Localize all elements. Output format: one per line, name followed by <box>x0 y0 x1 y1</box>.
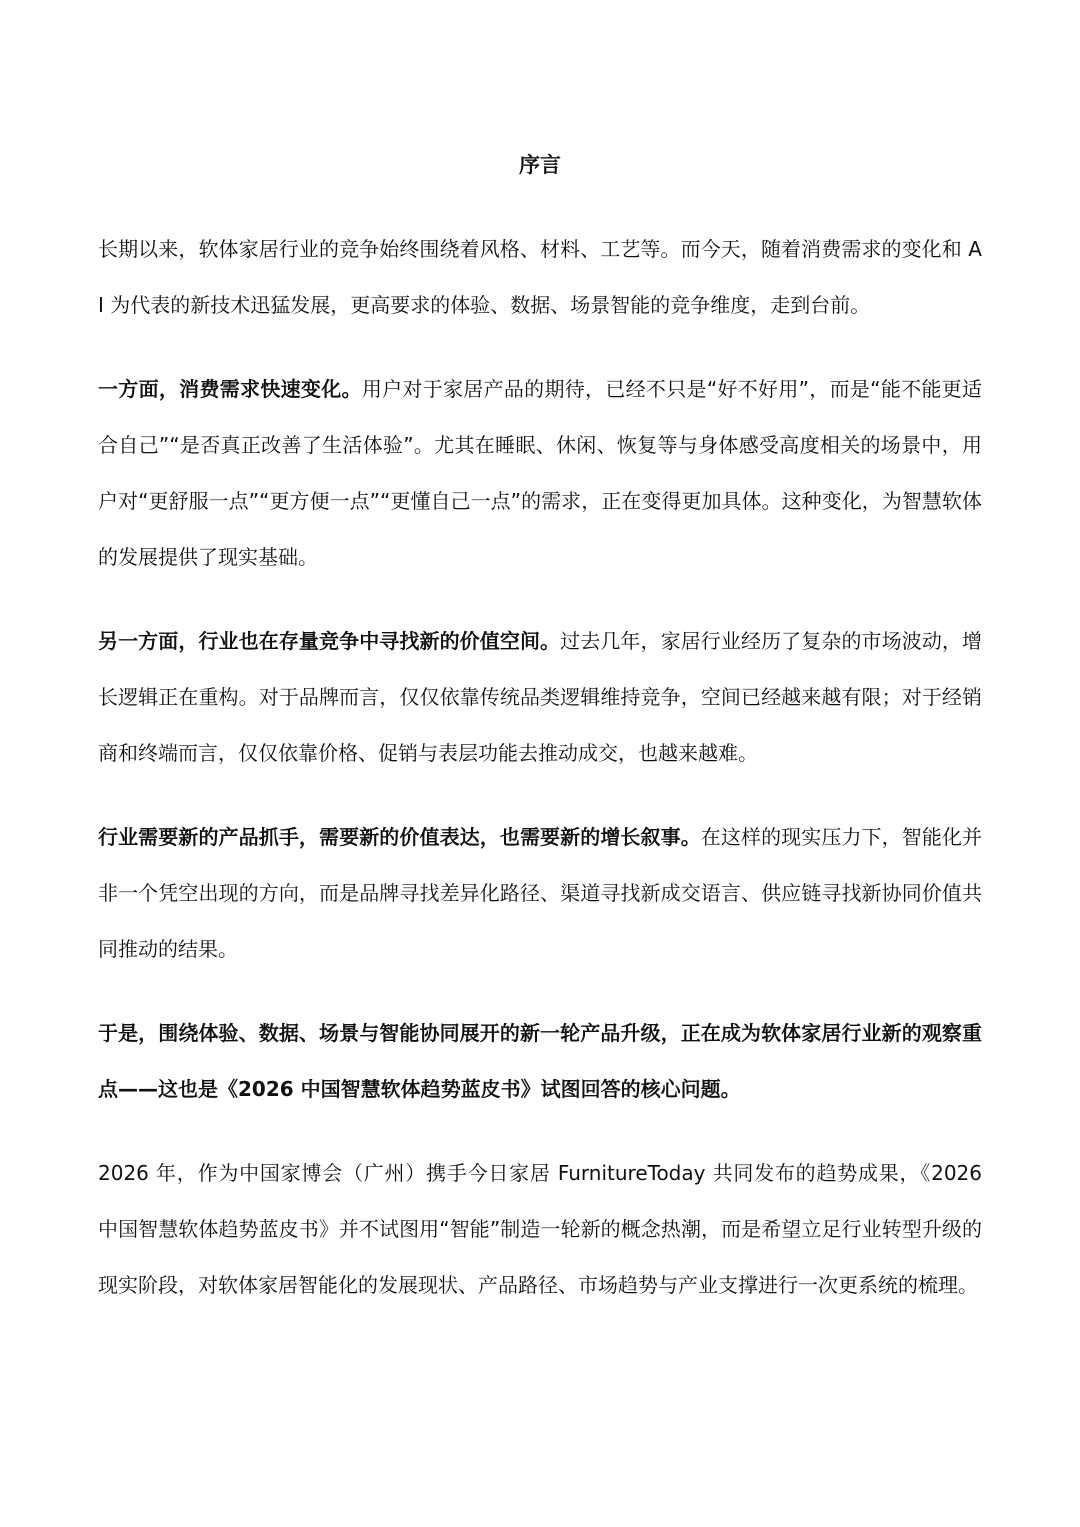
paragraph-lead: 一方面，消费需求快速变化。 <box>98 377 362 401</box>
paragraph-publication <box>98 1145 982 1313</box>
paragraph-lead: 另一方面，行业也在存量竞争中寻找新的价值空间。 <box>98 629 561 653</box>
paragraph-text: 2026 年，作为中国家博会（广州）携手今日家居 FurnitureToday 共同发布的趋势成果，《2026 中国智慧软体趋势蓝皮书》并不试图用“智能”制造一轮新的概念热潮，而是希望立足行业转型升级的现实阶段，对软体家居智能化的发展现状、产品路径、市场趋势与产业支撑进行一次更系统的梳理。 <box>98 1161 982 1297</box>
paragraph-text: 长期以来，软体家居行业的竞争始终围绕着风格、材料、工艺等。而今天，随着消费需求的变化和 AI 为代表的新技术迅猛发展，更高要求的体验、数据、场景智能的竞争维度，走到台前。 <box>98 237 982 317</box>
paragraph-text: 在这样的现实压力下，智能化并非一个凭空出现的方向，而是品牌寻找差异化路径、渠道寻找新成交语言、供应链寻找新协同价值共同推动的结果。 <box>98 825 983 961</box>
paragraph-industry-value <box>98 613 982 781</box>
paragraph-new-growth <box>98 809 982 977</box>
paragraph-text: 用户对于家居产品的期待，已经不只是“好不好用”，而是“能不能更适合自己”“是否真正改善了生活体验”。尤其在睡眠、休闲、恢复等与身体感受高度相关的场景中，用户对“更舒服一点”“更方便一点”“更懂自己一点”的需求，正在变得更加具体。这种变化，为智慧软体的发展提供了现实基础。 <box>98 377 983 569</box>
paragraph-lead: 行业需要新的产品抓手，需要新的价值表达，也需要新的增长叙事。 <box>98 825 701 849</box>
page-title: 序言 <box>519 153 561 177</box>
paragraph-lead: 于是，围绕体验、数据、场景与智能协同展开的新一轮产品升级，正在成为软体家居行业新的观察重点——这也是《2026 中国智慧软体趋势蓝皮书》试图回答的核心问题。 <box>98 1021 982 1101</box>
paragraph-core-question <box>98 1005 982 1117</box>
paragraph-consumer-demand <box>98 361 982 585</box>
paragraph-text: 过去几年，家居行业经历了复杂的市场波动，增长逻辑正在重构。对于品牌而言，仅仅依靠传统品类逻辑维持竞争，空间已经越来越有限；对于经销商和终端而言，仅仅依靠价格、促销与表层功能去推动成交，也越来越难。 <box>98 629 983 765</box>
paragraph-intro <box>98 221 982 333</box>
